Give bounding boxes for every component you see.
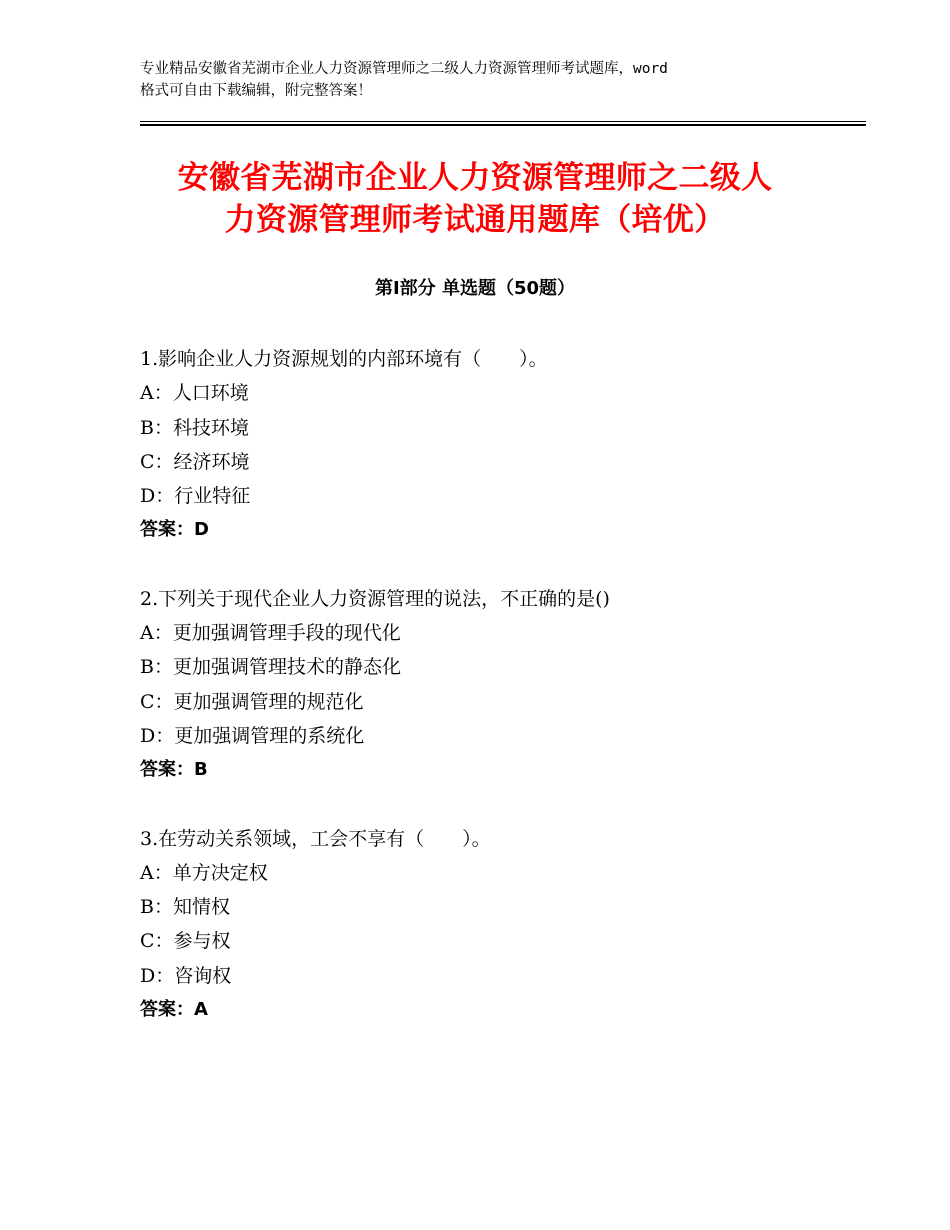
question-stem: 3.在劳动关系领域，工会不享有（ ）。	[140, 827, 491, 850]
option-a: A：更加强调管理手段的现代化	[140, 622, 401, 645]
option-d: D：咨询权	[140, 964, 232, 987]
question-list	[140, 342, 840, 1061]
document-title-line-1: 安徽省芜湖市企业人力资源管理师之二级人	[177, 160, 773, 196]
question-3	[140, 822, 840, 1028]
answer-label: 答案：A	[140, 999, 208, 1021]
option-d: D：更加强调管理的系统化	[140, 724, 365, 747]
header-note-line-2: 格式可自由下载编辑，附完整答案！	[140, 83, 372, 99]
option-c: C：参与权	[140, 930, 231, 953]
answer-label: 答案：D	[140, 519, 209, 541]
option-c: C：更加强调管理的规范化	[140, 690, 364, 713]
header-note-line-1: 专业精品安徽省芜湖市企业人力资源管理师之二级人力资源管理师考试题库，word	[140, 61, 668, 77]
question-1	[140, 342, 840, 548]
option-c: C：经济环境	[140, 450, 250, 473]
question-stem: 1.影响企业人力资源规划的内部环境有（ ）。	[140, 348, 548, 370]
option-b: B：科技环境	[140, 416, 249, 439]
document-title-line-2: 力资源管理师考试通用题库（培优）	[224, 202, 726, 238]
header-note	[140, 58, 830, 102]
question-stem: 2.下列关于现代企业人力资源管理的说法，不正确的是()	[140, 587, 610, 610]
header-divider	[140, 121, 866, 126]
option-b: B：更加强调管理技术的静态化	[140, 656, 401, 679]
document-title	[140, 157, 810, 241]
option-a: A：单方决定权	[140, 861, 268, 884]
option-b: B：知情权	[140, 896, 230, 919]
option-d: D：行业特征	[140, 485, 251, 508]
section-heading: 第Ⅰ部分 单选题（50题）	[374, 278, 575, 299]
option-a: A：人口环境	[140, 382, 249, 405]
answer-label: 答案：B	[140, 759, 208, 781]
question-2	[140, 582, 840, 788]
